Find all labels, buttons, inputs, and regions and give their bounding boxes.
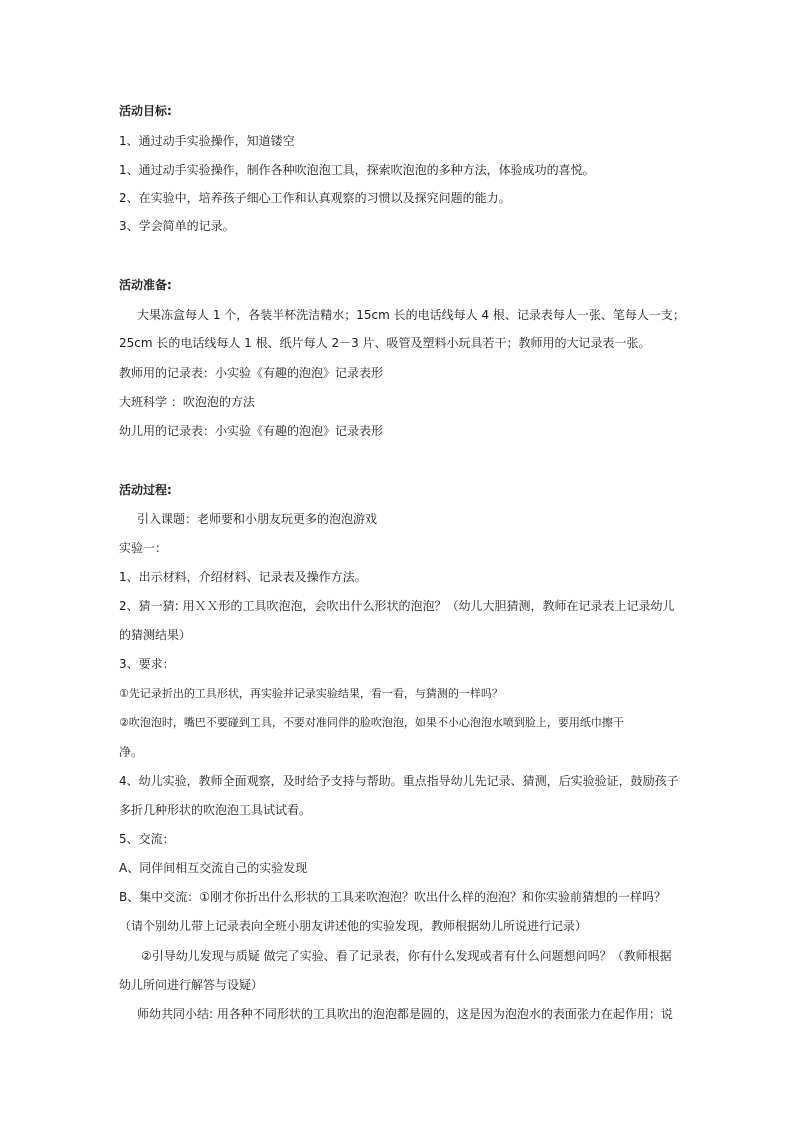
step-1: 1、出示材料，介绍材料、记录表及操作方法。: [119, 570, 367, 584]
step-3: 3、要求：: [119, 657, 175, 671]
exchange-c-line-1: ②引导幼儿发现与质疑 做完了实验、看了记录表，你有什么发现或者有什么问题想问吗？（教师根据: [141, 949, 672, 963]
experiment-one-label: 实验一：: [119, 541, 168, 555]
step-5: 5、交流：: [119, 832, 175, 846]
process-intro: 引入课题：老师要和小朋友玩更多的泡泡游戏: [137, 512, 378, 526]
goals-heading: 活动目标:: [119, 104, 172, 118]
prep-line-3: 教师用的记录表：小实验《有趣的泡泡》记录表形: [119, 366, 384, 380]
step-4-line-a: 4、幼儿实验，教师全面观察，及时给予支持与帮助。重点指导幼儿先记录、猜测，后实验验证，鼓励孩子: [119, 774, 679, 788]
goal-item-1: 1、通过动手实验操作，制作各种吹泡泡工具，探索吹泡泡的多种方法，体验成功的喜悦。: [119, 163, 595, 177]
exchange-a: A、同伴间相互交流自己的实验发现: [119, 861, 308, 875]
exchange-b: B、集中交流：①刚才你折出什么形状的工具来吹泡泡？吹出什么样的泡泡？和你实验前猜想的一样吗？: [119, 890, 666, 904]
requirement-2-line-b: 净。: [119, 745, 144, 759]
requirement-1: ①先记录折出的工具形状，再实验并记录实验结果，看一看，与猜测的一样吗？: [119, 687, 503, 700]
goal-item-2: 2、在实验中，培养孩子细心工作和认真观察的习惯以及探究问题的能力。: [119, 191, 511, 205]
prep-line-2: 25cm 长的电话线每人 1 根、纸片每人 2－3 片、吸管及塑料小玩具若干；教师用的大记录表一张。: [119, 336, 651, 350]
step-2-line-b: 的猜测结果）: [119, 628, 192, 642]
prep-line-4: 大班科学 ：吹泡泡的方法: [119, 395, 255, 409]
goal-item-0: 1、通过动手实验操作，知道镂空: [119, 134, 295, 148]
step-4-line-b: 多折几种形状的吹泡泡工具试试看。: [119, 803, 312, 817]
process-heading: 活动过程:: [119, 483, 172, 497]
prep-line-1: 大果冻盒每人 1 个，各装半杯洗洁精水；15cm 长的电话线每人 4 根、记录表每人一张、笔每人一支；: [137, 308, 685, 322]
goal-item-3: 3、学会简单的记录。: [119, 219, 235, 233]
step-2-line-a: 2、猜一猜: 用ＸＸ形的工具吹泡泡，会吹出什么形状的泡泡？（幼儿大胆猜测，教师在记录表上记录幼儿: [119, 599, 675, 613]
exchange-c-line-2: 幼儿所问进行解答与设疑）: [119, 978, 264, 992]
exchange-b-note: （请个别幼儿带上记录表向全班小朋友讲述他的实验发现，教师根据幼儿所说进行记录）: [119, 919, 588, 933]
summary-line: 师幼共同小结: 用各种不同形状的工具吹出的泡泡都是圆的，这是因为泡泡水的表面张力在起作用；说: [137, 1007, 673, 1021]
requirement-2-line-a: ②吹泡泡时，嘴巴不要碰到工具，不要对准同伴的脸吹泡泡，如果不小心泡泡水喷到脸上，要用纸巾擦干: [119, 716, 624, 729]
prep-line-5: 幼儿用的记录表：小实验《有趣的泡泡》记录表形: [119, 424, 384, 438]
prep-heading: 活动准备:: [119, 278, 172, 292]
